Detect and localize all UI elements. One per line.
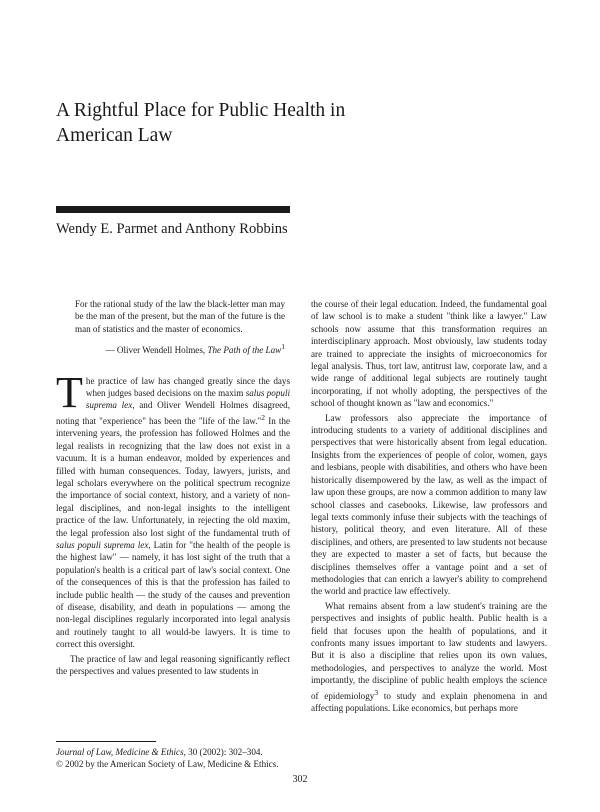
body-paragraph-5 <box>311 600 547 715</box>
note-ref-2: 2 <box>261 412 266 422</box>
drop-cap: T <box>56 367 83 417</box>
latin-maxim: salus populi suprema lex, <box>85 388 290 411</box>
page-number: 302 <box>292 774 308 785</box>
epigraph-book: The Path of the Law <box>207 345 282 356</box>
latin-maxim: salus populi suprema lex, <box>56 539 151 550</box>
copyright: © 2002 by the American Society of Law, Medicine & Ethics. <box>56 759 279 770</box>
text-run: Latin for "the health of the people is the highest law" — namely, it has lost sight of the truth that a population's health is a critical part of law's social context. One of the consequences of this is that the profession has failed to include public health — the study of the causes and prevention of disease, disability, and death in populations — among the non-legal disciplines regularly incorporated into legal analysis and routinely taught to all would-be lawyers. It is time to correct this oversight. <box>56 539 290 650</box>
body-paragraph-1 <box>56 367 291 651</box>
text-run: he practice of law has changed greatly since the days when judges based decisions on the maxim <box>85 375 290 399</box>
left-column <box>56 298 290 677</box>
journal-name: Journal of Law, Medicine & Ethics, <box>56 747 186 757</box>
article-title: A Rightful Place for Public Health in American Law <box>56 100 346 146</box>
text-run: In the intervening years, the profession has followed Holmes and the legal realists in recognizing that the law does not exist in a vacuum. It is a human endeavor, molded by experiences and filled with human consequences. Today, lawyers, jurists, and legal scholars everywhere on the political spectrum recognize the importance of social context, history, and a variety of non-legal disciplines, and non-legal insights to the intelligent practice of the law. Unfortunately, in rejecting the old maxim, the legal profession also lost sight of the fundamental truth of <box>56 415 291 538</box>
epigraph-author: — Oliver Wendell Holmes, <box>105 345 206 356</box>
epigraph <box>75 298 285 357</box>
body-paragraph-4: Law professors also appreciate the importance of introducing students to a variety of additional disciplines and perspectives that were historically absent from legal education. Insights from the experiences of people of color, women, gays and lesbians, people with disabilities, and others who have been historically disempowered by the law, as well as the impact of law upon these groups, are now a common addition to many law school classes and casebooks. Likewise, law professors and legal texts commonly infuse their subjects with the teachings of history, political theory, and even literature. All of these disciplines, and others, are presented to law students not because they are expected to master a set of facts, but because the disciplines themselves offer a vantage point and a set of methodologies that can enrich a lawyer's ability to comprehend the world and practice law effectively. <box>311 412 547 597</box>
note-ref-3: 3 <box>374 687 379 697</box>
epigraph-attribution <box>75 341 285 356</box>
footnote-rule <box>56 741 156 742</box>
text-run: and Oliver Wendell Holmes disagreed, noting that "experience" has been the "life of the law." <box>56 400 290 426</box>
text-run: What remains absent from a law student's training are the perspectives and insights of public health. Public health is a field that focuses upon the health of populations, and it confronts many issues important to law students and lawyers. But it is also a discipline that relies upon its own values, methodologies, and perspectives to analyze the world. Most importantly, the discipline of public health employs the science of epidemiology <box>311 600 547 701</box>
footnote <box>56 746 290 771</box>
citation-detail: 30 (2002): 302–304. <box>185 747 263 757</box>
epigraph-quote: For the rational study of the law the black-letter man may be the man of the present, but the man of the future is the man of statistics and the master of economics. <box>75 299 285 334</box>
text-run: to study and explain phenomena in and affecting populations. Like economics, but perhaps more <box>311 690 547 714</box>
body-paragraph-3: the course of their legal education. Indeed, the fundamental goal of law school is to make a student "think like a lawyer." Law schools now assume that this transformation requires an interdisciplinary approach. Most obviously, law students today are trained to appreciate the insights of microeconomics for legal analysis. Thus, tort law, antitrust law, corporate law, and a wide range of additional legal subjects are routinely taught incorporating, if not wholly adopting, the perspectives of the school of thought known as "law and economics." <box>311 299 547 409</box>
note-ref-1: 1 <box>281 342 285 352</box>
title-rule <box>56 206 290 213</box>
right-column <box>311 298 547 714</box>
citation <box>56 746 290 758</box>
body-paragraph-2: The practice of law and legal reasoning significantly reflect the perspectives and values presented to law students in <box>56 653 290 677</box>
article-authors: Wendy E. Parmet and Anthony Robbins <box>56 221 288 237</box>
